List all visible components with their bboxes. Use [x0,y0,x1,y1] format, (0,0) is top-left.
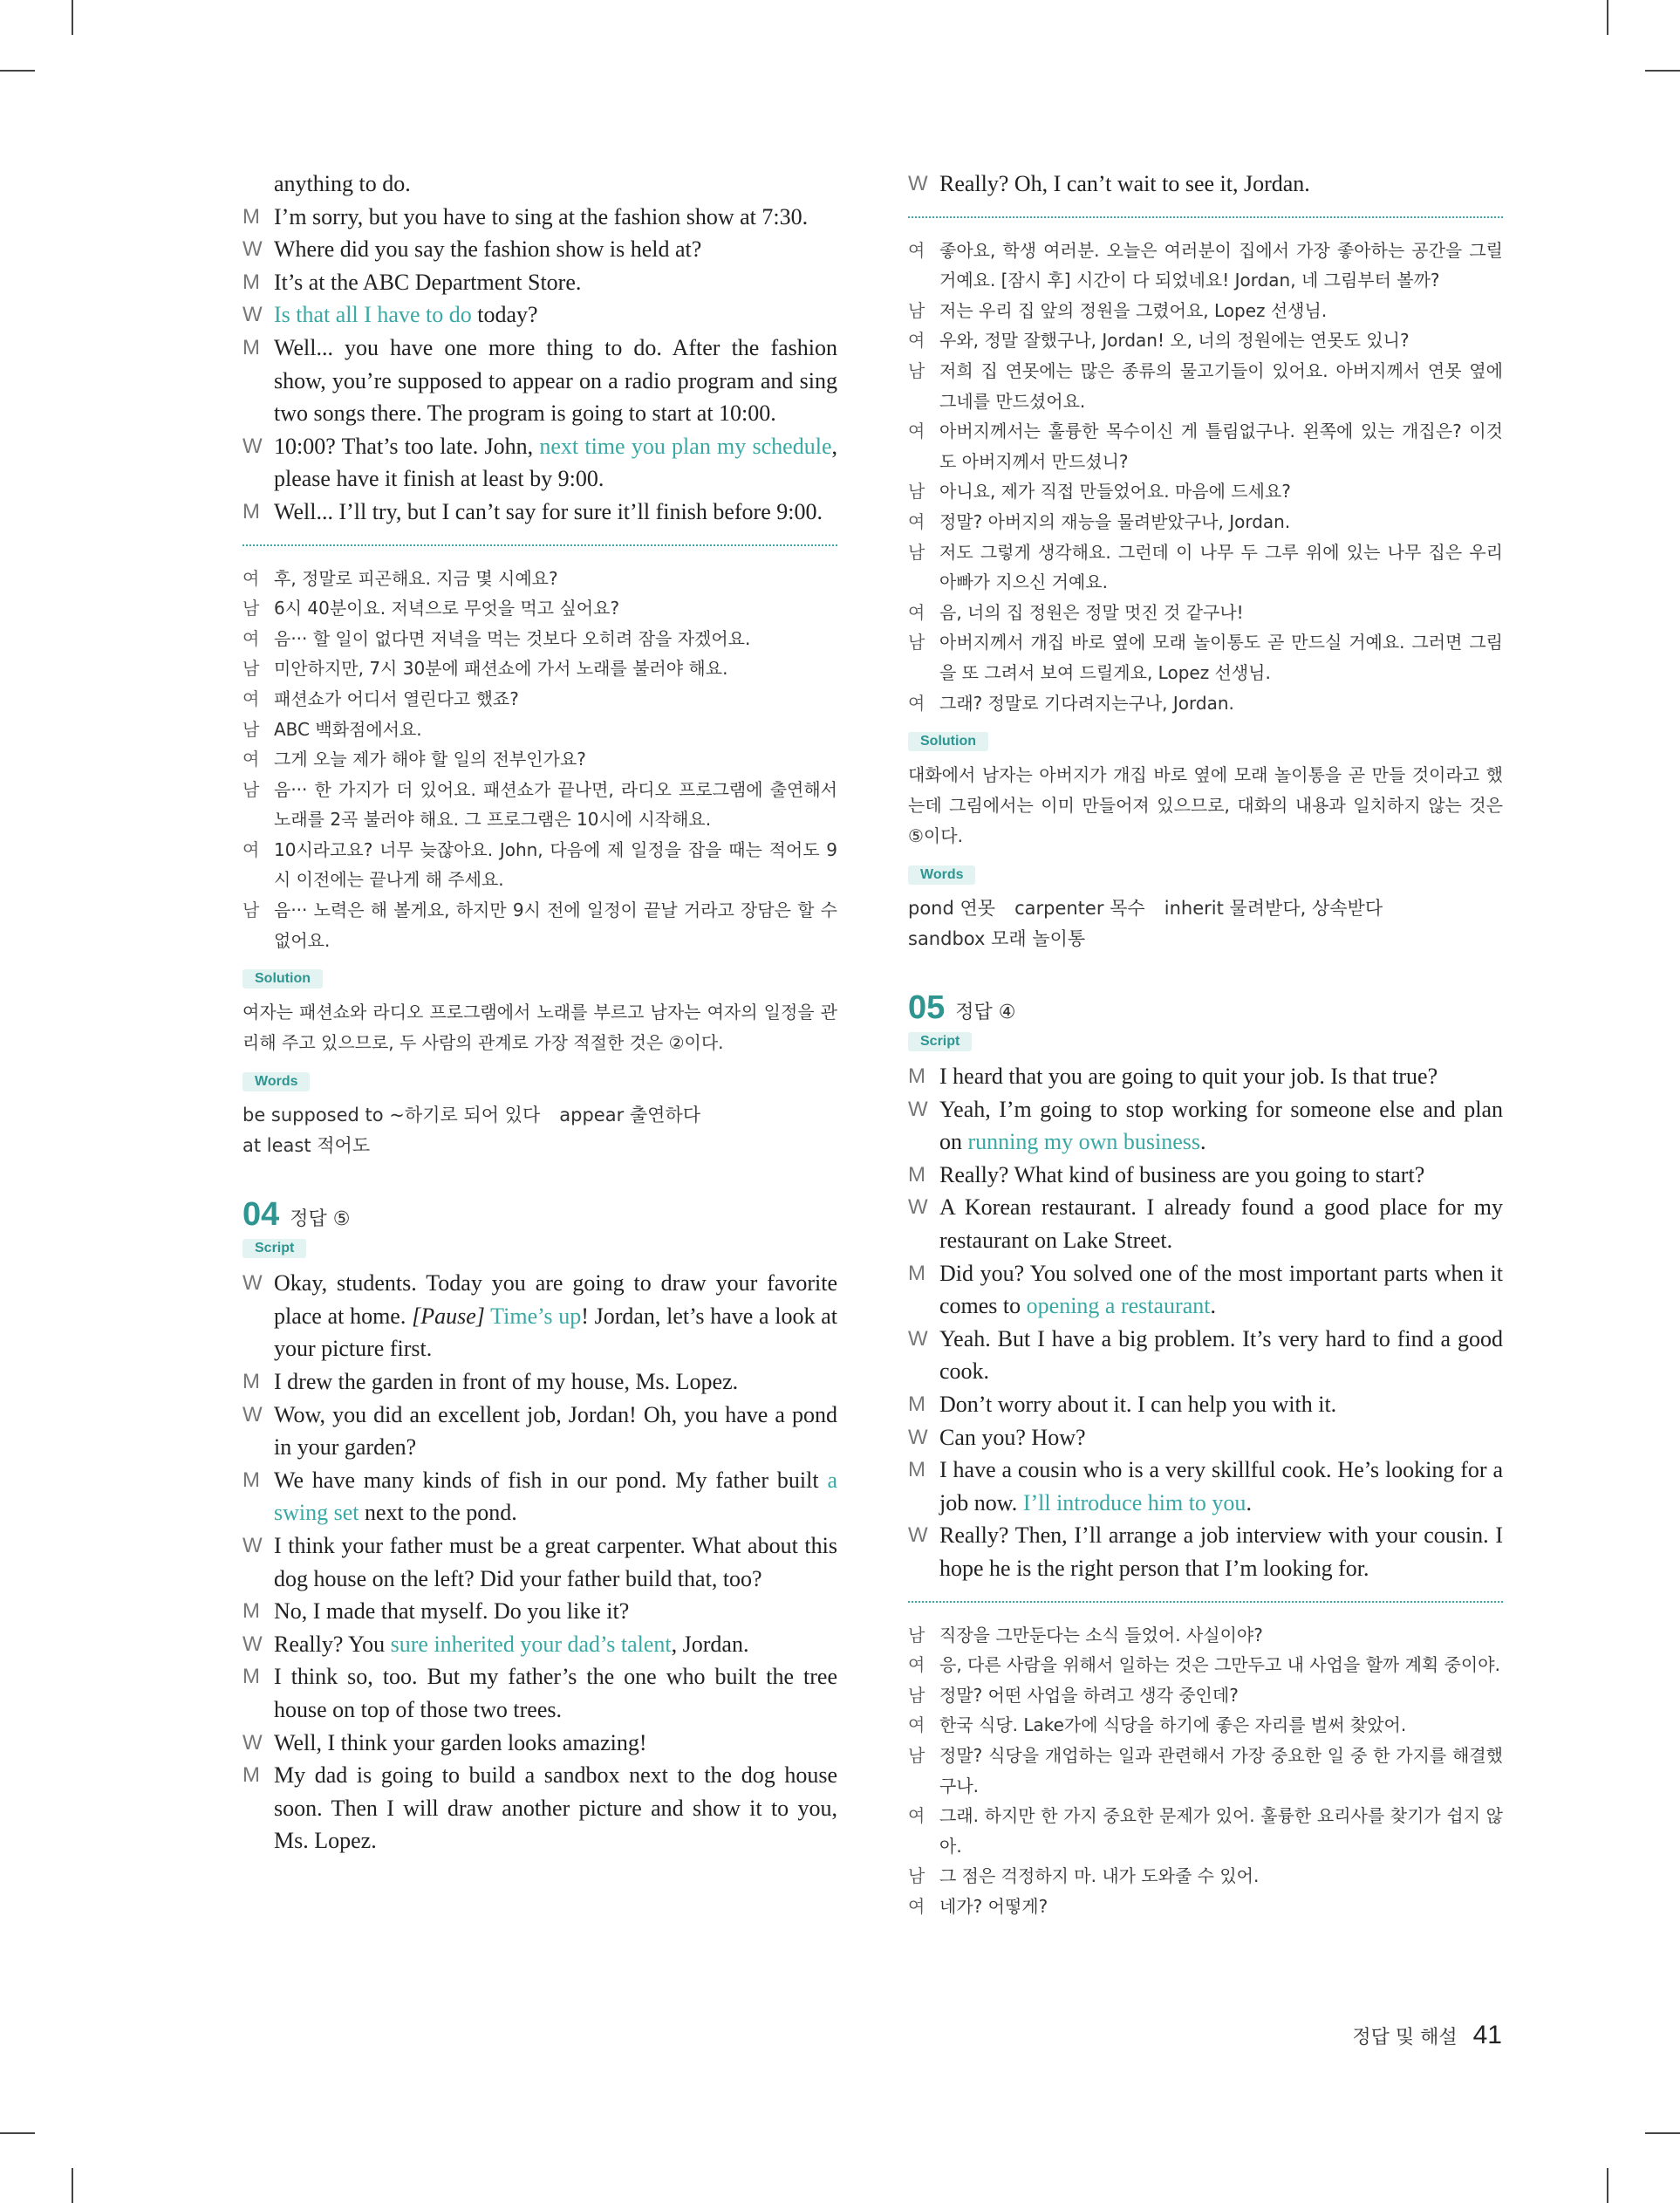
line-text [274,1660,837,1726]
translation-line [908,1680,1503,1711]
script-line [242,168,837,201]
translation-line [908,325,1503,356]
q04-header [242,1196,837,1234]
translation-line [242,653,837,684]
line-text: 그래. 하지만 한 가지 중요한 문제가 있어. 훌륭한 요리사를 찾기가 쉽지 않아. [939,1805,1503,1857]
highlighted-phrase: opening a restaurant [1026,1293,1211,1319]
highlighted-phrase: Is that all I have to do [274,302,472,328]
speaker-label: 여 [908,421,925,442]
text-run: anything to do. [274,171,411,196]
solution-label: Solution [242,969,323,989]
stage-direction: [Pause] [412,1303,485,1329]
script-label: Script [908,1032,972,1051]
line-text [274,430,837,496]
speaker-label: W [242,237,263,262]
line-text: 우와, 정말 잘했구나, Jordan! 오, 너의 정원에는 연못도 있니? [939,330,1410,352]
line-text: 그래? 정말로 기다려지는구나, Jordan. [939,692,1234,714]
text-run: Don’t worry about it. I can help you with it. [939,1392,1337,1418]
speaker-label: 남 [908,299,925,321]
translation-line [908,476,1503,507]
text-run: I think so, too. But my father’s the one who built the tree house on top of those two trees. [274,1664,837,1722]
translation-line [908,1650,1503,1680]
translation-line [242,775,837,835]
crop-mark [72,2168,73,2203]
line-text: 그 점은 걱정하지 마. 내가 도와줄 수 있어. [939,1865,1260,1887]
speaker-label: M [908,1261,925,1285]
speaker-label: 여 [908,1895,925,1917]
speaker-label: 남 [908,1865,925,1887]
script-line [242,1595,837,1628]
script-line [908,1191,1503,1256]
text-run: I think your father must be a great carpenter. What about this dog house on the left? Did your father build that, too? [274,1533,837,1591]
text-run: Did you? You solved one of the most important parts when it comes to [939,1260,1503,1319]
text-run: , please have it finish at least by 9:00. [274,433,837,492]
line-text [939,1159,1503,1192]
speaker-label: 남 [908,1684,925,1706]
highlighted-phrase: next time you plan my schedule [539,433,832,459]
speaker-label: 남 [908,1744,925,1766]
crop-mark [0,2132,35,2134]
page-footer [1352,2021,1502,2050]
text-run: Where did you say the fashion show is held at? [274,236,702,263]
line-text: 정말? 아버지의 재능을 물려받았구나, Jordan. [939,510,1291,532]
line-text [274,168,837,201]
script-line [908,1519,1503,1584]
line-text: 정말? 식당을 개업하는 일과 관련해서 가장 중요한 일 중 한 가지를 해결했구나. [939,1744,1503,1796]
speaker-label: 여 [242,838,260,860]
script-line [908,1388,1503,1421]
line-text: 음··· 노력은 해 볼게요, 하지만 9시 전에 일정이 끝날 거라고 장담은 할 수 없어요. [274,900,837,951]
translation-line [908,1710,1503,1741]
speaker-label: 여 [242,567,260,589]
word-item: appear 출연하다 [559,1105,701,1126]
speaker-label: M [242,1468,260,1492]
line-text [939,1323,1503,1388]
speaker-label: W [242,1534,263,1557]
speaker-label: 남 [242,658,260,680]
line-text: 음··· 한 가지가 더 있어요. 패션쇼가 끝나면, 라디오 프로그램에 출연해서 노래를 2곡 불러야 해요. 그 프로그램은 10시에 시작해요. [274,778,837,831]
line-text: 아버지께서는 훌륭한 목수이신 게 틀림없구나. 왼쪽에 있는 개집은? 이것도 아버지께서 만드셨니? [939,421,1503,472]
highlighted-phrase: I’ll introduce him to you [1022,1489,1246,1515]
speaker-label: M [242,1599,260,1624]
translation-line [242,593,837,624]
script-line [908,1257,1503,1323]
text-run: Yeah. But I have a big problem. It’s very hard to find a good cook. [939,1325,1503,1385]
script-line [242,1267,837,1365]
line-text [274,1759,837,1857]
text-run: next to the pond. [359,1500,517,1526]
line-text: 아니요, 제가 직접 만들었어요. 마음에 드세요? [939,481,1291,503]
q03-words [242,1100,837,1161]
script-line [908,1159,1503,1192]
q05-script [908,1060,1503,1585]
speaker-label: M [242,499,260,523]
text-run: I have a cousin who is a very skillful cook. He’s looking for a job now. [939,1457,1503,1515]
script-line [908,1421,1503,1454]
text-run: No, I made that myself. Do you like it? [274,1598,630,1625]
speaker-label: 여 [908,601,925,623]
script-label: Script [242,1239,306,1258]
script-line [242,1529,837,1595]
speaker-label: 여 [908,239,925,261]
script-line [908,1093,1503,1159]
speaker-label: 남 [908,541,925,563]
line-text [274,298,837,332]
script-line [242,1464,837,1529]
question-number: 04 [242,1196,280,1234]
script-line [242,1660,837,1726]
line-text: 6시 40분이요. 저녁으로 무엇을 먹고 싶어요? [274,598,620,619]
script-line [242,298,837,332]
line-text [939,168,1503,201]
translation-line [242,715,837,745]
script-line [242,1399,837,1464]
word-item: be supposed to ~하기로 되어 있다 [242,1105,541,1126]
translation-line [242,744,837,775]
line-text [939,1421,1503,1454]
line-text: 네가? 어떻게? [939,1895,1048,1917]
words-label: Words [908,865,975,885]
q05-header [908,989,1503,1027]
speaker-label: 여 [242,627,260,649]
speaker-label: M [908,1458,925,1482]
text-run: Well... you have one more thing to do. After the fashion show, you’re supposed to appear on a radio program and sing two songs there. The program is going to start at 10:00. [274,334,837,427]
text-run: Really? Then, I’ll arrange a job interview with your cousin. I hope he is the right person that I’m looking for. [939,1522,1503,1581]
translation-line [242,835,837,895]
line-text [274,1628,837,1661]
words-label: Words [242,1072,310,1091]
section-divider [908,216,1503,218]
translation-line [242,624,837,654]
speaker-label: 남 [908,1624,925,1645]
speaker-label: M [908,1162,925,1187]
speaker-label: W [908,1195,928,1220]
q04-script [242,1267,837,1857]
line-text [939,1519,1503,1584]
line-text [274,201,837,234]
line-text [939,1257,1503,1323]
speaker-label: M [242,1665,260,1689]
translation-line [908,627,1503,688]
line-text [939,1093,1503,1159]
crop-mark [1607,0,1608,35]
line-text: 10시라고요? 너무 늦잖아요. John, 다음에 제 일정을 잡을 때는 적어도 9시 이전에는 끝나게 해 주세요. [274,838,837,891]
highlighted-phrase: running my own business [967,1129,1200,1155]
speaker-label: 여 [242,749,260,770]
answer-label: 정답 ④ [955,1002,1016,1024]
script-line [242,201,837,234]
translation-line [242,684,837,715]
line-text [274,496,837,529]
translation-line [908,1620,1503,1651]
speaker-label: W [908,1326,928,1351]
script-line [242,233,837,266]
speaker-label: M [242,335,260,359]
line-text [274,1595,837,1628]
translation-line [908,507,1503,537]
translation-line [908,1801,1503,1861]
speaker-label: 여 [908,330,925,352]
answer-label: 정답 ⑤ [290,1208,351,1231]
text-run: . [1200,1129,1206,1155]
translation-line [908,1892,1503,1922]
speaker-label: M [242,270,260,294]
line-text [274,1464,837,1529]
q03-solution-text: 여자는 패션쇼와 라디오 프로그램에서 노래를 부르고 남자는 여자의 일정을 관리해 주고 있으므로, 두 사람의 관계로 가장 적절한 것은 ②이다. [242,1002,837,1054]
crop-mark [1645,2132,1680,2134]
q04-script-continued [908,168,1503,201]
line-text: 좋아요, 학생 여러분. 오늘은 여러분이 집에서 가장 좋아하는 공간을 그릴 거예요. [잠시 후] 시간이 다 되었네요! Jordan, 네 그림부터 볼까? [939,239,1503,291]
translation-line [908,416,1503,476]
speaker-label: W [242,1271,263,1296]
crop-mark [1607,2168,1608,2203]
line-text: 그게 오늘 제가 해야 할 일의 전부인가요? [274,749,586,770]
crop-mark [72,0,73,35]
text-run: We have many kinds of fish in our pond. My father built [274,1467,828,1493]
script-line [242,1365,837,1399]
script-line [242,430,837,496]
text-run: Really? Oh, I can’t wait to see it, Jordan. [939,171,1310,196]
text-run: I drew the garden in front of my house, Ms. Lopez. [274,1369,739,1395]
script-line [908,1060,1503,1093]
q04-translation [908,236,1503,719]
highlighted-phrase: a swing set [274,1467,837,1526]
line-text [274,1365,837,1399]
footer-label: 정답 및 해설 [1352,2027,1458,2049]
script-line [908,1323,1503,1388]
right-column [908,168,1503,1922]
line-text: 후, 정말로 피곤해요. 지금 몇 시예요? [274,567,558,589]
translation-line [908,1741,1503,1801]
text-run: Well... I’ll try, but I can’t say for sure it’ll finish before 9:00. [274,498,823,524]
translation-line [908,688,1503,719]
text-run: . [1210,1293,1216,1319]
text-run: today? [471,302,538,328]
line-text [274,233,837,266]
speaker-label: M [908,1392,925,1417]
translation-line [908,598,1503,628]
q03-script-continued [242,168,837,529]
line-text [274,1529,837,1595]
speaker-label: W [242,434,263,458]
speaker-label: 남 [242,598,260,619]
text-run: Really? You [274,1631,391,1657]
speaker-label: 여 [908,510,925,532]
text-run: 10:00? That’s too late. John, [274,433,540,459]
line-text: ABC 백화점에서요. [274,718,422,740]
text-run: I heard that you are going to quit your job. Is that true? [939,1064,1438,1090]
speaker-label: W [242,303,263,327]
text-run: Well, I think your garden looks amazing! [274,1729,647,1755]
text-run: A Korean restaurant. I already found a good place for my restaurant on Lake Street. [939,1194,1503,1254]
q04-solution-text: 대화에서 남자는 아버지가 개집 바로 옆에 모래 놀이통을 곧 만들 것이라고 했는데 그림에서는 이미 만들어져 있으므로, 대화의 내용과 일치하지 않는 것은 ⑤이다. [908,764,1503,847]
page-number: 41 [1472,2021,1502,2049]
speaker-label: W [908,1425,928,1449]
text-run: , Jordan. [671,1631,749,1657]
script-line [242,332,837,430]
script-line [908,1454,1503,1519]
line-text [939,1060,1503,1093]
script-line [242,1727,837,1760]
translation-line [242,564,837,594]
word-item: pond 연못 [908,898,996,920]
speaker-label: W [242,1632,263,1656]
text-run: It’s at the ABC Department Store. [274,269,582,295]
line-text: 저는 우리 집 앞의 정원을 그렸어요, Lopez 선생님. [939,299,1328,321]
translation-line [908,537,1503,598]
line-text [274,1399,837,1464]
crop-mark [0,70,35,72]
speaker-label: M [242,1370,260,1394]
text-run: Yeah, I’m going to stop working for someone else and plan on [939,1096,1503,1155]
line-text [939,1454,1503,1519]
word-item: inherit 물려받다, 상속받다 [1164,898,1383,920]
highlighted-phrase: Time’s up [490,1303,582,1329]
line-text [939,1191,1503,1256]
speaker-label: 여 [908,1805,925,1827]
left-column [242,168,837,1857]
speaker-label: W [908,1523,928,1548]
word-item: at least 적어도 [242,1135,371,1157]
text-run: Really? What kind of business are you going to start? [939,1161,1425,1187]
text-run: I’m sorry, but you have to sing at the fashion show at 7:30. [274,203,809,229]
line-text: 정말? 어떤 사업을 하려고 생각 중인데? [939,1684,1239,1706]
translation-line [242,895,837,955]
highlighted-phrase: sure inherited your dad’s talent [390,1631,672,1657]
word-item: carpenter 목수 [1014,898,1145,920]
line-text: 아버지께서 개집 바로 옆에 모래 놀이통도 곧 만드실 거예요. 그러면 그림을 또 그려서 보여 드릴게요, Lopez 선생님. [939,632,1503,683]
translation-line [908,356,1503,416]
word-item: sandbox 모래 놀이통 [908,928,1086,950]
line-text: 직장을 그만둔다는 소식 들었어. 사실이야? [939,1624,1263,1645]
speaker-label: 남 [242,900,260,921]
script-line [242,266,837,299]
text-run: Okay, students. Today you are going to draw your favorite place at home. [274,1270,837,1329]
solution-label: Solution [908,732,988,751]
speaker-label: 남 [242,778,260,800]
speaker-label: W [242,1730,263,1755]
speaker-label: 남 [908,481,925,503]
speaker-label: M [242,204,260,229]
speaker-label: W [242,1402,263,1426]
section-divider [908,1601,1503,1603]
translation-line [908,236,1503,296]
speaker-label: 여 [908,1654,925,1676]
q03-translation [242,564,837,956]
speaker-label: M [908,1064,925,1089]
crop-mark [1645,70,1680,72]
speaker-label: M [242,1763,260,1788]
line-text: 저도 그렇게 생각해요. 그런데 이 나무 두 그루 위에 있는 나무 집은 우리 아빠가 지으신 거예요. [939,541,1503,593]
text-run: Can you? How? [939,1424,1086,1450]
speaker-label: 남 [908,632,925,653]
speaker-label: 여 [908,1714,925,1736]
line-text: 패션쇼가 어디서 열린다고 했죠? [274,688,519,709]
speaker-label: 여 [908,692,925,714]
speaker-label: 남 [242,718,260,740]
text-run: . [1246,1489,1252,1515]
line-text: 미안하지만, 7시 30분에 패션쇼에 가서 노래를 불러야 해요. [274,658,728,680]
script-line [908,168,1503,201]
script-line [242,1628,837,1661]
line-text [274,1727,837,1760]
q04-words [908,893,1503,954]
speaker-label: 여 [242,688,260,709]
line-text [274,1267,837,1365]
line-text [939,1388,1503,1421]
text-run: Wow, you did an excellent job, Jordan! Oh, you have a pond in your garden? [274,1401,837,1461]
translation-line [908,296,1503,326]
line-text: 음, 너의 집 정원은 정말 멋진 것 같구나! [939,601,1244,623]
q05-translation [908,1620,1503,1922]
speaker-label: W [908,1097,928,1121]
text-run: ! Jordan, let’s have a look at your picture first. [274,1303,838,1362]
question-number: 05 [908,989,946,1027]
line-text [274,266,837,299]
line-text [274,332,837,430]
speaker-label: 남 [908,359,925,381]
section-divider [242,544,837,546]
line-text: 응, 다른 사람을 위해서 일하는 것은 그만두고 내 사업을 할까 계획 중이야. [939,1654,1500,1676]
translation-line [908,1861,1503,1892]
line-text: 음··· 할 일이 없다면 저녁을 먹는 것보다 오히려 잠을 자겠어요. [274,627,751,649]
line-text: 저희 집 연못에는 많은 종류의 물고기들이 있어요. 아버지께서 연못 옆에 그네를 만드셨어요. [939,359,1503,412]
line-text: 한국 식당. Lake가에 식당을 하기에 좋은 자리를 벌써 찾았어. [939,1714,1407,1736]
speaker-label: W [908,172,928,195]
script-line [242,496,837,529]
script-line [242,1759,837,1857]
text-run: My dad is going to build a sandbox next to the dog house soon. Then I will draw another picture and show it to you, Ms. Lopez. [274,1762,837,1854]
